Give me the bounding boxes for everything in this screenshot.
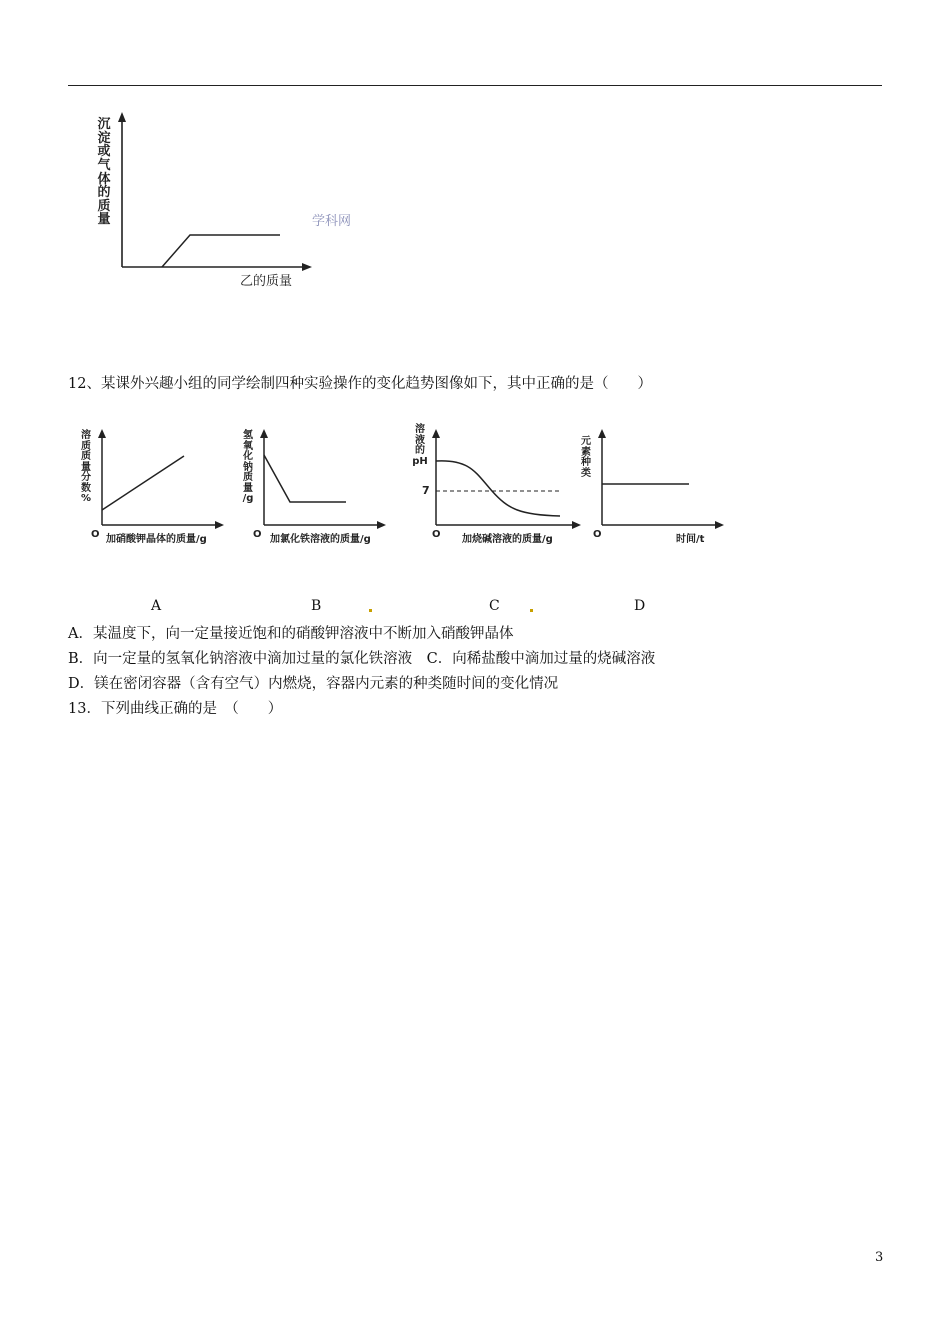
graph-a-origin: O — [91, 529, 100, 540]
graph-a-ylabel-char: % — [80, 493, 92, 504]
decor-dot — [530, 609, 533, 612]
graph-q11-ylabel-char: 的 — [97, 185, 111, 201]
graph-b-ylabel-char: 化 — [243, 451, 253, 462]
graph-b-ylabel-char: 氧 — [243, 440, 253, 452]
watermark: 学科网 — [312, 214, 352, 229]
header-rule — [68, 85, 882, 86]
graph-b-ylabel-char: /g — [242, 493, 254, 504]
graph-b-ylabel — [240, 431, 256, 505]
graph-b — [240, 425, 400, 550]
graph-a-ylabel — [78, 431, 94, 505]
graph-b-xlabel: 加氯化铁溶液的质量/g — [270, 534, 371, 545]
graph-a-ylabel-char: 溶 — [81, 430, 91, 441]
graph-c-xlabel: 加烧碱溶液的质量/g — [462, 534, 553, 545]
graph-c-ylabel — [410, 425, 430, 467]
graph-d-xlabel: 时间/t — [676, 534, 705, 545]
graph-d-ylabel-char: 种 — [581, 457, 591, 468]
graph-q11-ylabel-char: 量 — [97, 212, 111, 228]
graph-b-ylabel-char: 钠 — [243, 461, 253, 473]
graph-q11-ylabel-char: 沉 — [97, 117, 111, 132]
graph-d-ylabel-char: 元 — [581, 436, 591, 447]
graph-a-ylabel-char: 质 — [81, 451, 91, 462]
graph-c-ylabel-char: 液 — [415, 434, 425, 446]
option-bc-text: B．向一定量的氢氧化钠溶液中滴加过量的氯化铁溶液 C．向稀盐酸中滴加过量的烧碱溶液 — [68, 651, 656, 667]
option-a-text: A．某温度下，向一定量接近饱和的硝酸钾溶液中不断加入硝酸钾晶体 — [68, 626, 514, 642]
graph-c-ylabel-char: 的 — [415, 445, 425, 456]
graph-q11-ylabel — [96, 118, 112, 227]
graph-c — [410, 425, 590, 550]
graph-a-xlabel: 加硝酸钾晶体的质量/g — [106, 534, 207, 545]
graph-a-curve — [102, 456, 184, 510]
graph-c-curve — [436, 461, 560, 516]
graph-q11-ylabel-char: 或 — [97, 144, 111, 160]
graph-q11-plot — [90, 110, 350, 300]
graph-q11-ylabel-char: 体 — [97, 171, 111, 187]
page-number: 3 — [875, 1250, 884, 1265]
graph-d-ylabel-char: 素 — [581, 446, 591, 458]
graph-b-curve — [264, 455, 346, 502]
graph-a-ylabel-char: 分 — [81, 472, 91, 483]
decor-dot — [369, 609, 372, 612]
graph-d-plot — [578, 425, 738, 550]
graph-a — [78, 425, 238, 550]
question-13-stem: 13．下列曲线正确的是 （ ） — [68, 701, 283, 717]
graph-q11 — [90, 110, 350, 300]
option-label-b: B — [311, 598, 322, 614]
graph-q11-xlabel: 乙的质量 — [240, 274, 293, 289]
graph-c-ylabel-char: pH — [412, 455, 428, 467]
graph-d-ylabel — [578, 437, 594, 479]
graph-a-ylabel-char: 质 — [81, 440, 91, 452]
graph-c-tick-7: 7 — [422, 484, 430, 497]
option-label-d: D — [634, 598, 646, 614]
graph-a-ylabel-char: 量 — [81, 461, 91, 473]
graph-a-ylabel-char: 数 — [81, 482, 91, 494]
graph-d-ylabel-char: 类 — [581, 467, 591, 479]
question-12-stem: 12、某课外兴趣小组的同学绘制四种实验操作的变化趋势图像如下，其中正确的是（ ） — [68, 376, 652, 392]
graph-q11-ylabel-char: 质 — [97, 198, 111, 214]
graph-q11-curve — [162, 235, 280, 267]
option-d-text: D．镁在密闭容器（含有空气）内燃烧，容器内元素的种类随时间的变化情况 — [68, 676, 559, 692]
graph-b-ylabel-char: 氢 — [243, 430, 253, 441]
graph-d — [578, 425, 738, 550]
option-label-a: A — [151, 598, 162, 614]
graph-c-ylabel-char: 溶 — [415, 424, 425, 435]
graph-b-ylabel-char: 质 — [243, 472, 253, 483]
graph-d-origin: O — [593, 529, 602, 540]
graph-b-origin: O — [253, 529, 262, 540]
graph-b-ylabel-char: 量 — [243, 482, 253, 494]
graph-q11-ylabel-char: 气 — [97, 157, 111, 173]
graph-q11-ylabel-char: 淀 — [97, 130, 111, 146]
graph-c-origin: O — [432, 529, 441, 540]
option-label-c: C — [489, 598, 500, 614]
